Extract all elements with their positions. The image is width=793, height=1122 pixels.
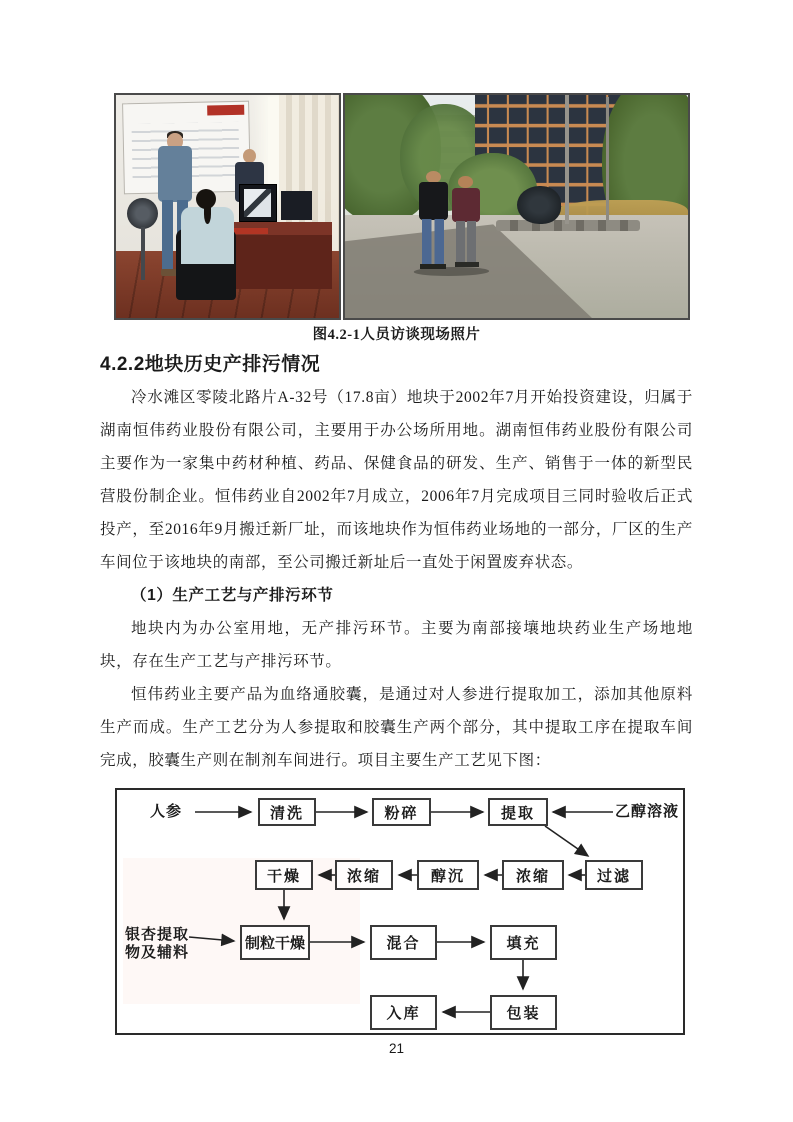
node-dry: 干燥 xyxy=(255,860,313,890)
computer-monitor-2 xyxy=(281,191,312,220)
paragraph-site-history: 冷水滩区零陵北路片A-32号（17.8亩）地块于2002年7月开始投资建设，归属于湖南恒伟药业股份有限公司，主要用于办公场所用地。湖南恒伟药业股份有限公司主要作为一家集中药材种植、药品、保健食品的研发、生产、销售于一体的新型民营股份制企业。恒伟药业自2002年7月成立，2006年7月完成项目三同时验收后正式投产，至2016年9月搬迁新厂址，而该地块作为恒伟药业场地的一部分，厂区的生产车间位于该地块的南部，至公司搬迁新址后一直处于闲置废弃状态。 xyxy=(100,389,693,571)
paragraph-site-usage: 地块内为办公室用地，无产排污环节。主要为南部接壤地块药业生产场地地块，存在生产工艺与产排污环节。 xyxy=(100,620,693,670)
standing-person-1 xyxy=(158,146,191,202)
input-ginseng: 人参 xyxy=(150,804,183,820)
seated-person-ponytail xyxy=(204,204,211,224)
page-content xyxy=(100,93,693,1056)
paragraph-product-process: 恒伟药业主要产品为血络通胶囊，是通过对人参进行提取加工，添加其他原料生产而成。生产工艺分为人参提取和胶囊生产两个部分，其中提取工序在提取车间完成，胶囊生产则在制剂车间进行。项目主要生产工艺见下图： xyxy=(100,686,693,769)
node-mix: 混合 xyxy=(370,925,437,960)
photo-indoor-interview xyxy=(114,93,341,320)
node-concentrate-2: 浓缩 xyxy=(502,860,564,890)
person-a xyxy=(419,182,448,220)
input-ethanol: 乙醇溶液 xyxy=(615,804,680,820)
node-extract: 提取 xyxy=(488,798,548,826)
node-granulate-dry: 制粒干燥 xyxy=(240,925,310,960)
person-b-legs xyxy=(456,221,477,263)
node-concentrate-1: 浓缩 xyxy=(335,860,393,890)
node-wash: 清洗 xyxy=(258,798,316,826)
computer-monitor xyxy=(239,184,277,222)
person-a-shoes xyxy=(420,264,446,269)
electric-fan xyxy=(127,198,158,229)
input-ginkgo-line2: 物及辅料 xyxy=(125,945,190,961)
tarp-pile xyxy=(517,186,562,224)
photo-outdoor-site xyxy=(343,93,690,320)
figure-caption: 图4.2-1人员访谈现场照片 xyxy=(312,327,481,343)
flag-pole xyxy=(565,95,569,224)
figure-photos xyxy=(114,93,690,320)
subsection-heading: （1）生产工艺与产排污环节 xyxy=(131,587,334,604)
fan-stand xyxy=(141,227,145,281)
node-warehouse: 入库 xyxy=(370,995,437,1030)
monitor-screen xyxy=(244,189,271,216)
person-b-shoes xyxy=(455,262,479,267)
poster-red-header xyxy=(207,104,245,116)
section-heading: 4.2.2地块历史产排污情况 xyxy=(100,354,321,375)
node-fill: 填充 xyxy=(490,925,557,960)
node-package: 包装 xyxy=(490,995,557,1030)
node-alcohol-precipitate: 醇沉 xyxy=(417,860,479,890)
person-a-legs xyxy=(422,219,444,266)
node-crush: 粉碎 xyxy=(372,798,431,826)
flag-pole-2 xyxy=(606,97,609,222)
input-ginkgo xyxy=(125,926,189,962)
input-ginkgo-line1: 银杏提取 xyxy=(125,927,190,943)
person-b xyxy=(452,188,479,223)
node-filter: 过滤 xyxy=(585,860,643,890)
production-process-flowchart xyxy=(115,788,685,1035)
page-number: 21 xyxy=(388,1041,405,1056)
